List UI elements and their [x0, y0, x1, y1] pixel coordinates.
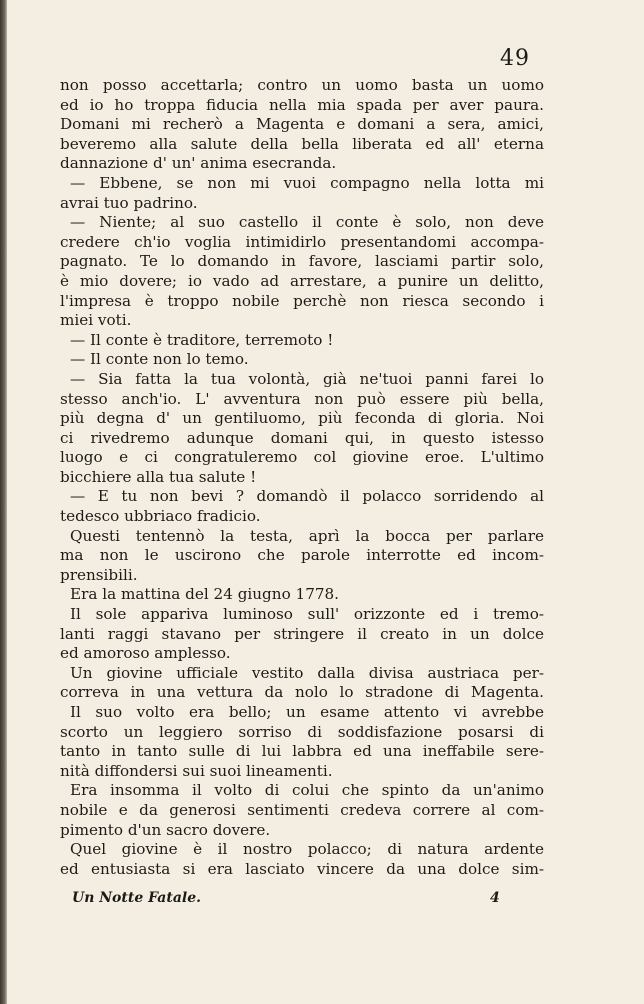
- text-line: tanto in tanto sulle di lui labbra ed una ineffabile sere-: [60, 742, 544, 761]
- footer-title: Un Notte Fatale.: [72, 890, 201, 906]
- text-line: miei voti.: [60, 311, 132, 330]
- text-line: — Il conte è traditore, terremoto !: [70, 330, 334, 349]
- body-text: [60, 76, 544, 879]
- text-line: — E tu non bevi ? domandò il polacco sorridendo al: [70, 487, 544, 506]
- text-line: pimento d'un sacro dovere.: [60, 820, 271, 839]
- text-line: non posso accettarla; contro un uomo basta un uomo: [60, 76, 544, 94]
- text-line: — Ebbene, se non mi vuoi compagno nella lotta mi: [70, 173, 544, 192]
- text-line: scorto un leggiero sorriso di soddisfazione posarsi di: [60, 722, 544, 741]
- text-line: ci rivedremo adunque domani qui, in questo istesso: [60, 428, 544, 447]
- text-line: è mio dovere; io vado ad arrestare, a punire un delitto,: [60, 271, 544, 290]
- text-line: Un giovine ufficiale vestito dalla divisa austriaca per-: [70, 663, 544, 682]
- book-binding-edge: [0, 0, 7, 1004]
- text-line: — Sia fatta la tua volontà, già ne'tuoi panni farei lo: [70, 369, 544, 388]
- text-line: Il suo volto era bello; un esame attento vi avrebbe: [70, 703, 544, 721]
- footer-signature-mark: 4: [490, 890, 500, 906]
- text-line: nità diffondersi sui suoi lineamenti.: [60, 761, 333, 780]
- text-line: bicchiere alla tua salute !: [60, 467, 257, 486]
- text-line: ed io ho troppa fiducia nella mia spada per aver paura.: [60, 95, 544, 114]
- text-line: Quel giovine è il nostro polacco; di natura ardente: [70, 840, 544, 859]
- text-line: — Il conte non lo temo.: [70, 350, 249, 369]
- text-line: — Niente; al suo castello il conte è solo, non deve: [70, 213, 544, 232]
- text-line: nobile e da generosi sentimenti credeva correre al com-: [60, 800, 544, 819]
- text-line: Questi tentennò la testa, aprì la bocca per parlare: [70, 526, 544, 545]
- text-line: credere ch'io voglia intimidirlo presentandomi accompa-: [60, 232, 544, 251]
- text-line: prensibili.: [60, 565, 138, 584]
- text-line: correva in una vettura da nolo lo stradone di Magenta.: [60, 683, 544, 702]
- text-line: dannazione d' un' anima esecranda.: [60, 154, 337, 173]
- text-line: stesso anch'io. L' avventura non può essere più bella,: [60, 389, 544, 408]
- text-line: ed entusiasta si era lasciato vincere da una dolce sim-: [60, 859, 544, 878]
- text-line: tedesco ubbriaco fradicio.: [60, 507, 261, 526]
- text-line: Era insomma il volto di colui che spinto da un'animo: [70, 781, 544, 800]
- text-line: beveremo alla salute della bella liberata ed all' eterna: [60, 134, 544, 153]
- text-line: ma non le uscirono che parole interrotte ed incom-: [60, 546, 544, 565]
- text-line: Era la mattina del 24 giugno 1778.: [70, 585, 340, 604]
- text-line: ed amoroso amplesso.: [60, 644, 231, 663]
- text-line: lanti raggi stavano per stringere il creato in un dolce: [60, 624, 544, 643]
- text-line: luogo e ci congratuleremo col giovine eroe. L'ultimo: [60, 448, 544, 467]
- text-line: Domani mi recherò a Magenta e domani a sera, amici,: [60, 115, 544, 134]
- text-line: avrai tuo padrino.: [60, 193, 198, 212]
- text-line: pagnato. Te lo domando in favore, lasciami partir solo,: [60, 252, 544, 271]
- page-number: 49: [500, 46, 530, 71]
- text-line: più degna d' un gentiluomo, più feconda di gloria. Noi: [60, 409, 544, 428]
- text-line: Il sole appariva luminoso sull' orizzonte ed i tremo-: [70, 605, 544, 624]
- page-footer: [72, 890, 532, 906]
- text-line: l'impresa è troppo nobile perchè non riesca secondo i: [60, 291, 544, 310]
